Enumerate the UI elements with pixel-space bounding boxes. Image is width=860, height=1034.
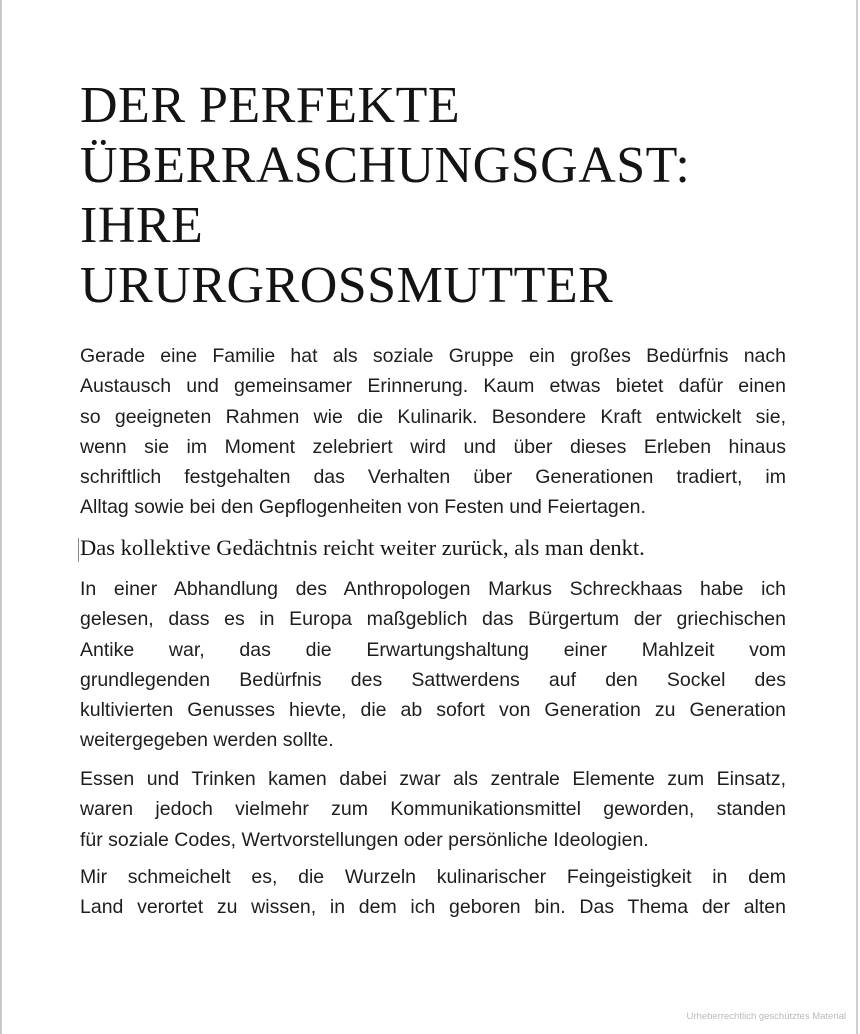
text-line: wenn sie im Moment zelebriert wird und über dieses Erleben hinaus: [80, 435, 786, 458]
text-line: gelesen, dass es in Europa maßgeblich das Bürgertum der griechischen: [80, 608, 786, 631]
text-line: Antike war, das die Erwartungshaltung einer Mahlzeit vom: [80, 638, 786, 661]
chapter-title-line: IHRE: [80, 197, 204, 254]
text-line: Mir schmeichelt es, die Wurzeln kulinarischer Feingeistigkeit in dem: [80, 866, 786, 888]
text-line: kultivierten Genusses hievte, die ab sofort von Generation zu Generation: [80, 699, 786, 722]
chapter-title: [80, 76, 800, 316]
body-paragraph: [80, 574, 786, 756]
chapter-title-line: ÜBERRASCHUNGSGAST:: [80, 137, 691, 194]
text-line: so geeigneten Rahmen wie die Kulinarik. Besondere Kraft entwickelt sie,: [80, 405, 786, 428]
text-line: grundlegenden Bedürfnis des Sattwerdens auf den Sockel des: [80, 668, 786, 691]
text-line: Essen und Trinken kamen dabei zwar als zentrale Elemente zum Einsatz,: [80, 768, 786, 790]
text-cursor: [78, 538, 79, 562]
text-line: Alltag sowie bei den Gepflogenheiten von Festen und Feiertagen.: [80, 496, 646, 519]
body-paragraph: [80, 862, 786, 923]
chapter-title-line: DER PERFEKTE: [80, 77, 461, 134]
text-line: Austausch und gemeinsamer Erinnerung. Kaum etwas bietet dafür einen: [80, 375, 786, 398]
text-line: Land verortet zu wissen, in dem ich geboren bin. Das Thema der alten: [80, 896, 786, 919]
pull-quote: Das kollektive Gedächtnis reicht weiter zurück, als man denkt.: [80, 535, 645, 560]
copyright-watermark: Urheberrechtlich geschütztes Material: [686, 1011, 846, 1022]
chapter-title-line: URURGROSSMUTTER: [80, 257, 614, 314]
text-line: waren jedoch vielmehr zum Kommunikationsmittel geworden, standen: [80, 798, 786, 821]
text-line: für soziale Codes, Wertvorstellungen oder persönliche Ideologien.: [80, 828, 649, 851]
text-line: In einer Abhandlung des Anthropologen Markus Schreckhaas habe ich: [80, 578, 786, 600]
body-paragraph: [80, 764, 786, 855]
text-line: Gerade eine Familie hat als soziale Gruppe ein großes Bedürfnis nach: [80, 345, 786, 367]
text-line: schriftlich festgehalten das Verhalten über Generationen tradiert, im: [80, 466, 786, 489]
body-paragraph: [80, 341, 786, 523]
text-line: weitergegeben werden sollte.: [80, 729, 334, 752]
